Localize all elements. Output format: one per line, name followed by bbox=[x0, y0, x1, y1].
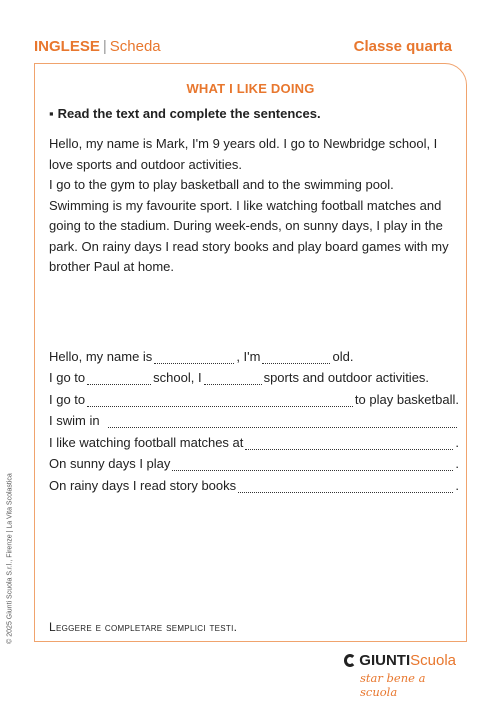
blank-field[interactable] bbox=[204, 373, 262, 385]
exercise-text: On rainy days I read story books bbox=[49, 477, 237, 493]
header-separator: | bbox=[102, 38, 107, 55]
instruction-text: Read the text and complete the sentences. bbox=[57, 106, 321, 121]
subject-name: INGLESE bbox=[34, 38, 100, 55]
exercise-text: old. bbox=[332, 348, 354, 364]
exercise-line bbox=[49, 471, 459, 493]
exercise-line bbox=[49, 407, 459, 429]
exercise-text: On sunny days I play bbox=[49, 456, 171, 471]
learning-objective: Leggere e completare semplici testi. bbox=[49, 620, 238, 634]
exercise-text: I like watching football matches at bbox=[49, 434, 244, 450]
worksheet-title: WHAT I LIKE DOING bbox=[186, 81, 315, 96]
subject-label bbox=[34, 38, 161, 55]
blank-field[interactable] bbox=[172, 459, 453, 471]
section-name: Scheda bbox=[109, 38, 161, 55]
paragraph: I go to the gym to play basketball and to the swimming pool. Swimming is my favourite sport. I like watching football matches and going to the stadium. During week-ends, on sunny days, I play in the park. On rainy days I read story books and play board games with my brother Paul at home. bbox=[49, 177, 449, 274]
logo-wordmark bbox=[344, 652, 456, 669]
exercise-line bbox=[49, 428, 459, 450]
page-header bbox=[34, 38, 452, 58]
exercise-line bbox=[49, 385, 459, 407]
blank-field[interactable] bbox=[87, 395, 353, 407]
reading-text bbox=[49, 134, 457, 278]
blank-field[interactable] bbox=[108, 416, 457, 428]
exercise-text: . bbox=[455, 477, 459, 493]
logo-name: GIUNTI bbox=[359, 652, 411, 669]
exercise-text: to play basketball. bbox=[354, 391, 459, 407]
exercise-text: Hello, my name is bbox=[49, 348, 153, 364]
exercise-text: I go to bbox=[49, 391, 86, 407]
grade-label: Classe quarta bbox=[353, 38, 452, 55]
exercise-block bbox=[49, 342, 459, 493]
exercise-text: . bbox=[455, 456, 459, 471]
blank-field[interactable] bbox=[245, 438, 453, 450]
exercise-text: . bbox=[455, 434, 459, 450]
worksheet-card bbox=[34, 63, 467, 642]
logo-g-icon bbox=[344, 654, 356, 667]
exercise-text: I swim in bbox=[49, 413, 100, 428]
exercise-line bbox=[49, 364, 459, 386]
blank-field[interactable] bbox=[262, 352, 330, 364]
exercise-text: , I'm bbox=[236, 348, 261, 364]
instruction bbox=[49, 106, 321, 121]
bullet-icon: ▪ bbox=[49, 106, 54, 121]
copyright-credit: © 2025 Giunti Scuola S.r.l., Firenze | La Vita Scolastica bbox=[6, 473, 14, 644]
blank-field[interactable] bbox=[87, 373, 151, 385]
blank-field[interactable] bbox=[154, 352, 234, 364]
exercise-text: I go to bbox=[49, 370, 86, 385]
blank-field[interactable] bbox=[238, 481, 453, 493]
logo-brand: Scuola bbox=[410, 652, 456, 669]
logo-tagline: star bene a scuola bbox=[360, 671, 426, 699]
exercise-line bbox=[49, 450, 459, 472]
exercise-text: school, I bbox=[153, 370, 202, 385]
exercise-line bbox=[49, 342, 459, 364]
publisher-logo bbox=[344, 652, 456, 699]
exercise-text: sports and outdoor activities. bbox=[263, 370, 430, 385]
paragraph: Hello, my name is Mark, I'm 9 years old. I go to Newbridge school, I love sports and outdoor activities. bbox=[49, 136, 438, 172]
